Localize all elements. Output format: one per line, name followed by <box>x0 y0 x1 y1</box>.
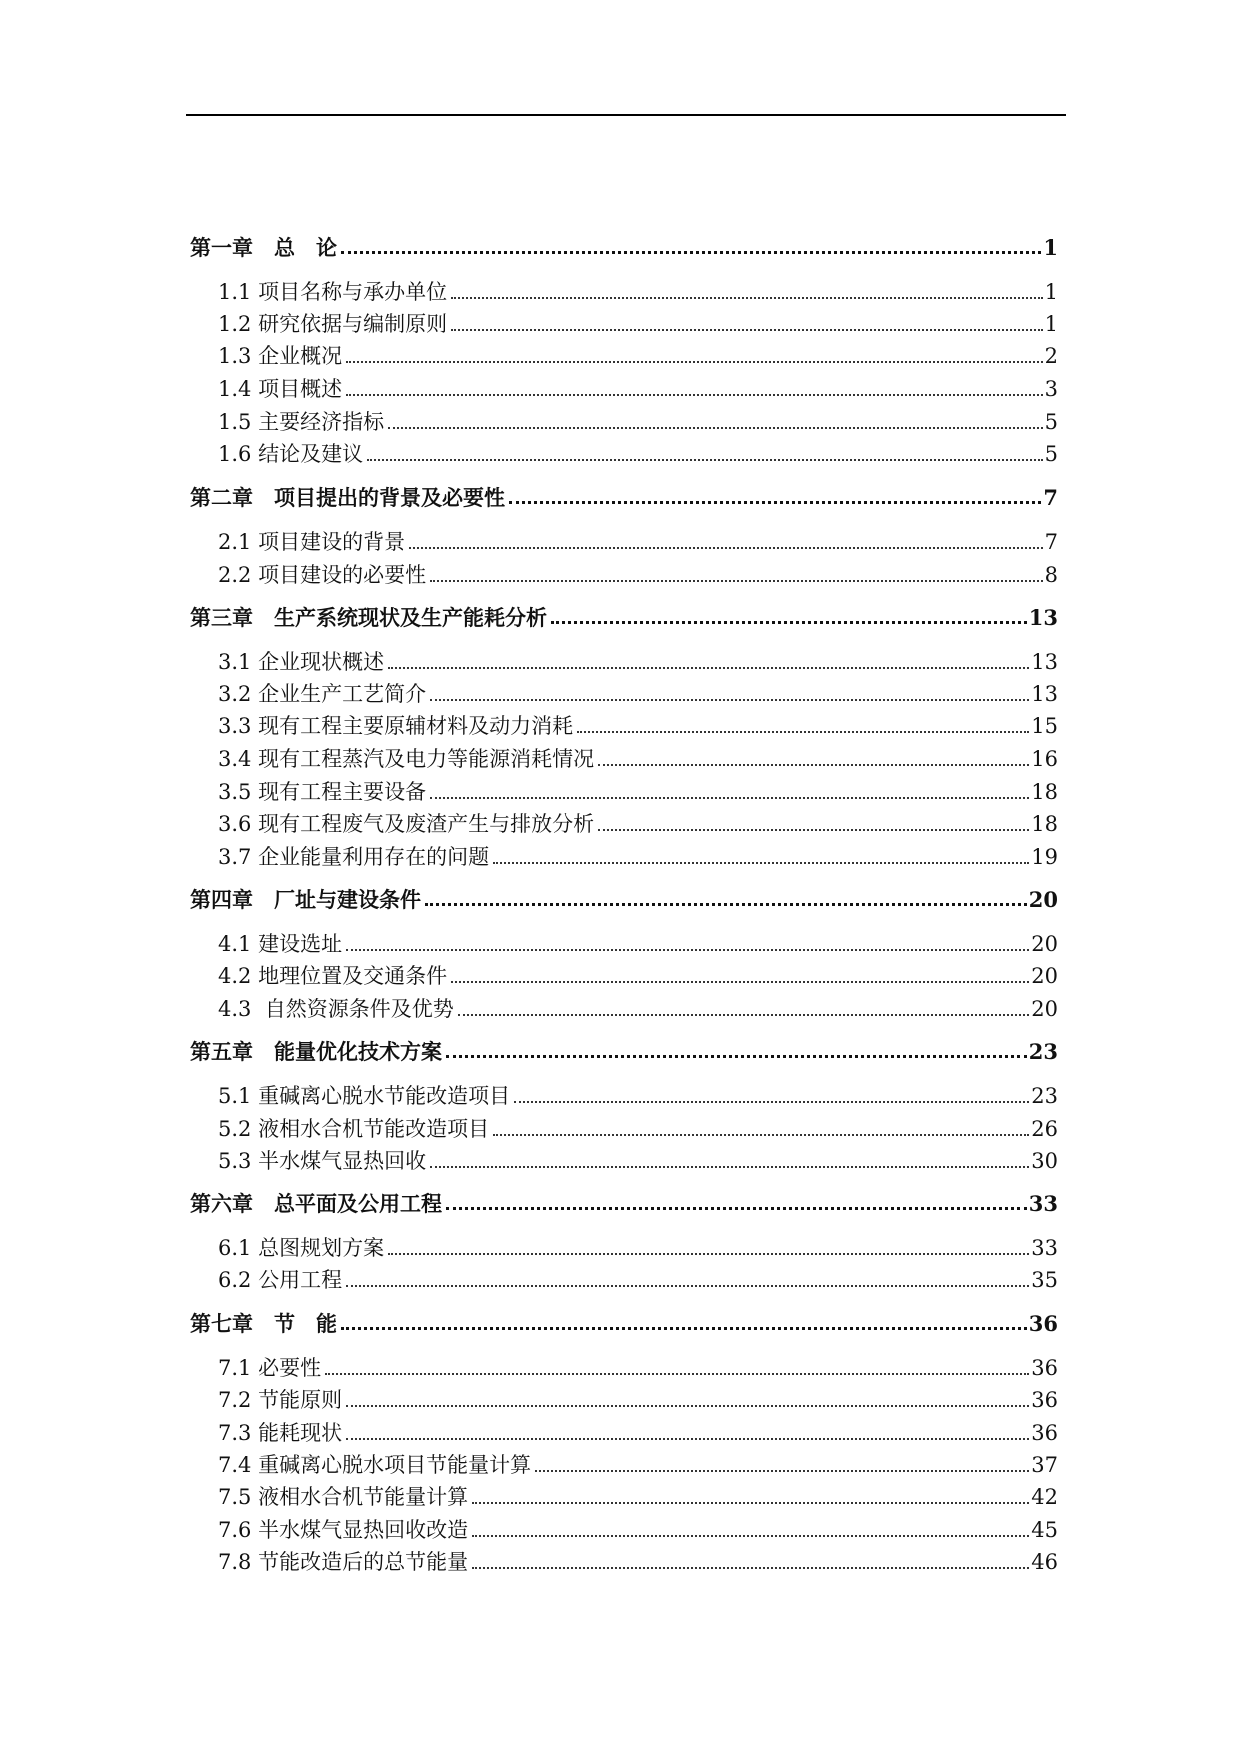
toc-entry-page-number: 7 <box>1043 484 1058 510</box>
toc-chapter-entry[interactable] <box>190 880 1058 912</box>
toc-entry-page-number: 13 <box>1028 604 1058 630</box>
toc-entry-page-number: 26 <box>1031 1116 1058 1141</box>
toc-entry-page-number: 1 <box>1044 279 1058 304</box>
dot-leader <box>514 1101 1029 1103</box>
toc-section-entry[interactable] <box>218 1414 1058 1446</box>
dot-leader <box>598 764 1029 766</box>
toc-entry-page-number: 36 <box>1031 1420 1058 1445</box>
toc-entry-page-number: 35 <box>1031 1267 1058 1292</box>
toc-entry-label: 第六章 总平面及公用工程 <box>190 1190 442 1216</box>
dot-leader <box>472 1502 1029 1504</box>
toc-entry-label: 7.2 节能原则 <box>218 1387 343 1412</box>
toc-entry-label: 1.3 企业概况 <box>218 343 343 368</box>
toc-entry-label: 3.7 企业能量利用存在的问题 <box>218 844 490 869</box>
toc-entry-label: 3.1 企业现状概述 <box>218 649 385 674</box>
toc-entry-page-number: 20 <box>1031 931 1058 956</box>
toc-entry-label: 4.3 自然资源条件及优势 <box>218 996 454 1021</box>
toc-entry-page-number: 45 <box>1031 1517 1058 1542</box>
toc-entry-label: 6.1 总图规划方案 <box>218 1235 385 1260</box>
dot-leader <box>451 329 1043 331</box>
toc-entry-label: 第一章 总 论 <box>190 234 337 260</box>
toc-entry-label: 5.3 半水煤气显热回收 <box>218 1148 427 1173</box>
toc-entry-page-number: 18 <box>1031 811 1058 836</box>
toc-section-entry[interactable] <box>218 1261 1058 1293</box>
toc-entry-label: 1.4 项目概述 <box>218 376 343 401</box>
dot-leader <box>388 1253 1029 1255</box>
toc-section-entry[interactable] <box>218 403 1058 435</box>
toc-entry-label: 3.2 企业生产工艺简介 <box>218 681 427 706</box>
dot-leader <box>551 621 1027 624</box>
toc-section-entry[interactable] <box>218 1381 1058 1413</box>
toc-section-entry[interactable] <box>218 838 1058 870</box>
toc-entry-page-number: 18 <box>1031 779 1058 804</box>
toc-section-entry[interactable] <box>218 1478 1058 1510</box>
toc-chapter-entry[interactable] <box>190 1184 1058 1216</box>
toc-entry-page-number: 23 <box>1028 1038 1058 1064</box>
dot-leader <box>535 1470 1029 1472</box>
dot-leader <box>388 667 1029 669</box>
toc-chapter-entry[interactable] <box>190 228 1058 260</box>
toc-section-entry[interactable] <box>218 337 1058 369</box>
dot-leader <box>458 1014 1030 1016</box>
toc-section-entry[interactable] <box>218 523 1058 555</box>
toc-entry-page-number: 33 <box>1028 1190 1058 1216</box>
toc-entry-page-number: 20 <box>1028 886 1058 912</box>
dot-leader <box>325 1373 1029 1375</box>
toc-entry-page-number: 15 <box>1031 713 1058 738</box>
dot-leader <box>341 1327 1027 1330</box>
dot-leader <box>598 829 1029 831</box>
toc-chapter-entry[interactable] <box>190 1304 1058 1336</box>
toc-entry-page-number: 36 <box>1031 1355 1058 1380</box>
toc-entry-label: 第五章 能量优化技术方案 <box>190 1038 442 1064</box>
toc-entry-label: 3.6 现有工程废气及废渣产生与排放分析 <box>218 811 595 836</box>
toc-entry-page-number: 16 <box>1031 746 1058 771</box>
toc-entry-label: 5.1 重碱离心脱水节能改造项目 <box>218 1083 511 1108</box>
dot-leader <box>472 1535 1029 1537</box>
toc-entry-page-number: 7 <box>1044 529 1058 554</box>
toc-entry-label: 4.2 地理位置及交通条件 <box>218 963 448 988</box>
toc-entry-page-number: 5 <box>1044 441 1058 466</box>
toc-entry-page-number: 1 <box>1043 234 1058 260</box>
dot-leader <box>509 501 1041 504</box>
toc-section-entry[interactable] <box>218 1349 1058 1381</box>
toc-entry-label: 1.5 主要经济指标 <box>218 409 385 434</box>
toc-entry-page-number: 42 <box>1031 1484 1058 1509</box>
toc-section-entry[interactable] <box>218 740 1058 772</box>
toc-section-entry[interactable] <box>218 675 1058 707</box>
dot-leader <box>430 797 1029 799</box>
toc-entry-label: 3.4 现有工程蒸汽及电力等能源消耗情况 <box>218 746 595 771</box>
toc-entry-label: 第三章 生产系统现状及生产能耗分析 <box>190 604 547 630</box>
toc-section-entry[interactable] <box>218 707 1058 739</box>
dot-leader <box>425 903 1027 906</box>
toc-entry-label: 7.8 节能改造后的总节能量 <box>218 1549 469 1574</box>
toc-entry-label: 3.5 现有工程主要设备 <box>218 779 427 804</box>
toc-entry-page-number: 37 <box>1031 1452 1058 1477</box>
toc-entry-page-number: 33 <box>1031 1235 1058 1260</box>
toc-entry-page-number: 30 <box>1031 1148 1058 1173</box>
toc-section-entry[interactable] <box>218 370 1058 402</box>
dot-leader <box>367 459 1043 461</box>
toc-section-entry[interactable] <box>218 1446 1058 1478</box>
toc-entry-label: 1.1 项目名称与承办单位 <box>218 279 448 304</box>
toc-entry-label: 4.1 建设选址 <box>218 931 343 956</box>
dot-leader <box>493 862 1029 864</box>
toc-entry-label: 3.3 现有工程主要原辅材料及动力消耗 <box>218 713 574 738</box>
toc-entry-label: 1.2 研究依据与编制原则 <box>218 311 448 336</box>
toc-entry-label: 7.1 必要性 <box>218 1355 322 1380</box>
toc-entry-label: 7.6 半水煤气显热回收改造 <box>218 1517 469 1542</box>
toc-entry-page-number: 5 <box>1044 409 1058 434</box>
toc-section-entry[interactable] <box>218 305 1058 337</box>
toc-section-entry[interactable] <box>218 773 1058 805</box>
dot-leader <box>430 580 1043 582</box>
dot-leader <box>341 251 1041 254</box>
toc-section-entry[interactable] <box>218 1229 1058 1261</box>
toc-entry-page-number: 20 <box>1031 963 1058 988</box>
toc-entry-page-number: 13 <box>1031 681 1058 706</box>
dot-leader <box>451 297 1043 299</box>
toc-entry-page-number: 1 <box>1044 311 1058 336</box>
toc-entry-page-number: 13 <box>1031 649 1058 674</box>
dot-leader <box>346 394 1043 396</box>
toc-entry-label: 7.5 液相水合机节能量计算 <box>218 1484 469 1509</box>
toc-entry-page-number: 20 <box>1031 996 1058 1021</box>
dot-leader <box>493 1134 1029 1136</box>
toc-section-entry[interactable] <box>218 957 1058 989</box>
toc-entry-label: 5.2 液相水合机节能改造项目 <box>218 1116 490 1141</box>
toc-section-entry[interactable] <box>218 1077 1058 1109</box>
toc-entry-label: 第七章 节 能 <box>190 1310 337 1336</box>
toc-section-entry[interactable] <box>218 1110 1058 1142</box>
dot-leader <box>409 547 1043 549</box>
dot-leader <box>346 1438 1029 1440</box>
toc-entry-label: 第四章 厂址与建设条件 <box>190 886 421 912</box>
dot-leader <box>346 1405 1029 1407</box>
toc-entry-label: 1.6 结论及建议 <box>218 441 364 466</box>
toc-entry-label: 2.1 项目建设的背景 <box>218 529 406 554</box>
toc-entry-page-number: 36 <box>1028 1310 1058 1336</box>
dot-leader <box>346 361 1043 363</box>
dot-leader <box>451 981 1029 983</box>
dot-leader <box>430 699 1029 701</box>
toc-section-entry[interactable] <box>218 805 1058 837</box>
toc-entry-page-number: 8 <box>1044 562 1058 587</box>
toc-entry-page-number: 19 <box>1031 844 1058 869</box>
toc-section-entry[interactable] <box>218 1142 1058 1174</box>
toc-section-entry[interactable] <box>218 435 1058 467</box>
toc-entry-page-number: 46 <box>1031 1549 1058 1574</box>
dot-leader <box>446 1055 1027 1058</box>
dot-leader <box>346 949 1029 951</box>
toc-entry-label: 6.2 公用工程 <box>218 1267 343 1292</box>
toc-entry-page-number: 36 <box>1031 1387 1058 1412</box>
toc-entry-label: 2.2 项目建设的必要性 <box>218 562 427 587</box>
dot-leader <box>346 1285 1029 1287</box>
toc-entry-label: 7.3 能耗现状 <box>218 1420 343 1445</box>
dot-leader <box>472 1567 1029 1569</box>
toc-entry-page-number: 23 <box>1031 1083 1058 1108</box>
dot-leader <box>577 731 1029 733</box>
toc-section-entry[interactable] <box>218 273 1058 305</box>
toc-section-entry[interactable] <box>218 556 1058 588</box>
dot-leader <box>388 427 1043 429</box>
toc-entry-label: 7.4 重碱离心脱水项目节能量计算 <box>218 1452 532 1477</box>
toc-section-entry[interactable] <box>218 925 1058 957</box>
toc-entry-page-number: 2 <box>1044 343 1058 368</box>
toc-chapter-entry[interactable] <box>190 598 1058 630</box>
dot-leader <box>446 1207 1027 1210</box>
toc-chapter-entry[interactable] <box>190 1032 1058 1064</box>
toc-section-entry[interactable] <box>218 1543 1058 1575</box>
toc-section-entry[interactable] <box>218 1511 1058 1543</box>
toc-chapter-entry[interactable] <box>190 478 1058 510</box>
toc-entry-page-number: 3 <box>1044 376 1058 401</box>
dot-leader <box>430 1166 1029 1168</box>
toc-section-entry[interactable] <box>218 990 1058 1022</box>
toc-entry-label: 第二章 项目提出的背景及必要性 <box>190 484 505 510</box>
toc-section-entry[interactable] <box>218 643 1058 675</box>
